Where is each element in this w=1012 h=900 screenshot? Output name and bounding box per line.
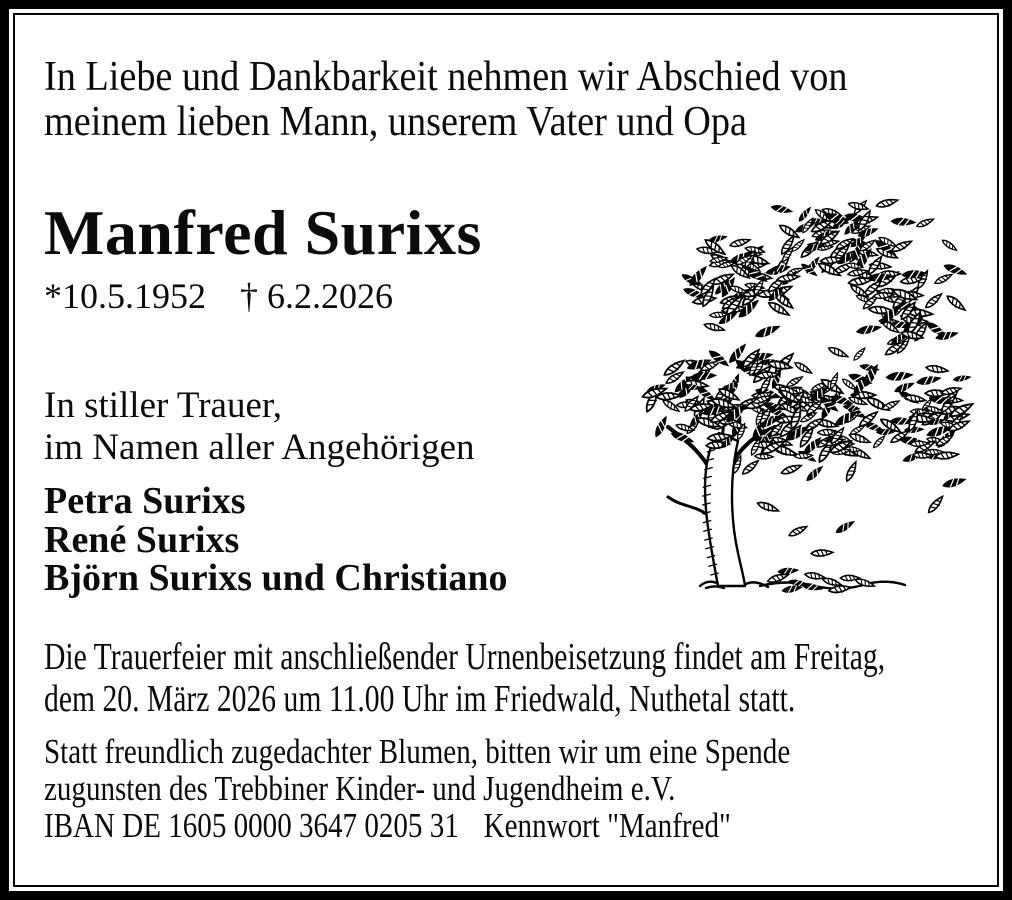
ceremony-line-2: dem 20. März 2026 um 11.00 Uhr im Friedwald, Nuthetal statt. [44, 678, 796, 720]
donation-line-1: Statt freundlich zugedachter Blumen, bitten wir um eine Spende [44, 732, 791, 771]
mourner-name: Björn Surixs und Christiano [44, 557, 508, 599]
donation-info [44, 733, 790, 844]
donation-keyword: Kennwort "Manfred" [483, 806, 731, 845]
mourner-name: René Surixs [44, 518, 240, 561]
intro-line-2: meinem lieben Mann, unserem Vater und Opa [44, 99, 747, 145]
mourners-list [44, 482, 508, 598]
ceremony-line-1: Die Trauerfeier mit anschließender Urnenbeisetzung findet am Freitag, [44, 636, 886, 678]
life-dates [44, 276, 393, 317]
tree-leaves [641, 197, 974, 594]
birth-date: *10.5.1952 [44, 276, 206, 316]
intro-line-1: In Liebe und Dankbarkeit nehmen wir Abschied von [44, 54, 848, 100]
iban-line [44, 807, 790, 844]
mourning-line-1: In stiller Trauer, [44, 385, 282, 426]
ceremony-info [44, 636, 885, 720]
deceased-name: Manfred Surixs [44, 197, 482, 268]
death-date: † 6.2.2026 [240, 276, 393, 316]
mourning-text [44, 385, 475, 469]
tree-illustration [640, 185, 1010, 610]
mourning-line-2: im Namen aller Angehörigen [44, 427, 475, 468]
mourner-name: Petra Surixs [44, 480, 246, 522]
iban-number: IBAN DE 1605 0000 3647 0205 31 [44, 806, 459, 845]
donation-line-2: zugunsten des Trebbiner Kinder- und Jugendheim e.V. [44, 769, 676, 808]
intro-text [44, 55, 847, 145]
